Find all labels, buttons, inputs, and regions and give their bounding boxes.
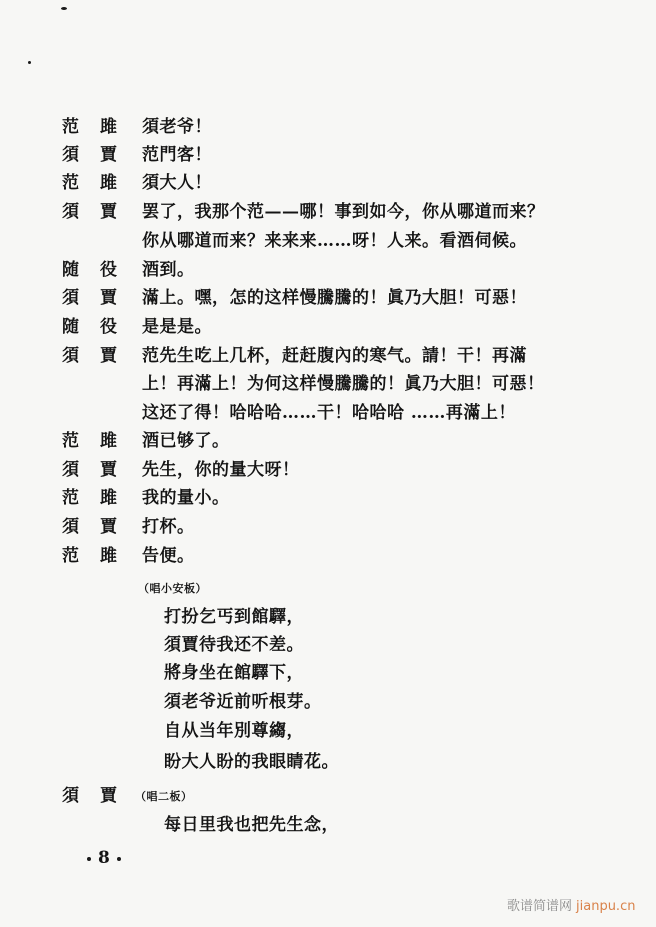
- speaker-char: 雎: [100, 431, 117, 451]
- speaker-char: 范: [62, 117, 79, 137]
- speaker-label: [62, 286, 124, 310]
- speaker-char: 范: [62, 431, 79, 451]
- dot-ornament: [117, 857, 121, 861]
- speaker-char: 役: [100, 317, 117, 337]
- speech-line: 我的量小。: [142, 488, 230, 508]
- speaker-char: 賈: [100, 145, 117, 165]
- speaker-char: 賈: [100, 460, 117, 480]
- speech-line: 滿上。嘿，怎的这样慢騰騰的！眞乃大胆！可惡！: [142, 288, 527, 308]
- speaker-label: [62, 200, 124, 224]
- speaker-label: [62, 258, 124, 282]
- speaker-label: [62, 315, 124, 339]
- speech-line-continued: 上！再滿上！为何这样慢騰騰的！眞乃大胆！可惡！: [142, 374, 545, 394]
- speaker-char: 雎: [100, 488, 117, 508]
- page-number: [80, 846, 128, 870]
- singing-style-annotation: （唱小安板）: [138, 582, 207, 595]
- speaker-char: 役: [100, 260, 117, 280]
- page-number-value: 8: [98, 848, 110, 868]
- speech-line: 打杯。: [142, 517, 195, 537]
- speaker-char: 須: [62, 460, 79, 480]
- speaker-label: [62, 344, 124, 368]
- speaker-label: [62, 171, 124, 195]
- verse-line: 盼大人盼的我眼睛花。: [164, 752, 339, 772]
- speaker-char: 賈: [100, 202, 117, 222]
- speaker-label: [62, 458, 124, 482]
- speech-line: 是是是。: [142, 317, 212, 337]
- speaker-char: 范: [62, 488, 79, 508]
- speaker-char: 賈: [100, 288, 117, 308]
- watermark: [507, 898, 635, 916]
- speaker-label: [62, 115, 124, 139]
- speaker-label: [62, 486, 124, 510]
- speaker-char: 范: [62, 546, 79, 566]
- speaker-char: 賈: [100, 346, 117, 366]
- speaker-char: 賈: [100, 786, 117, 806]
- speaker-char: 雎: [100, 117, 117, 137]
- print-speck: [61, 7, 67, 10]
- dot-ornament: [87, 857, 91, 861]
- speech-line-continued: 这还了得！哈哈哈……干！哈哈哈 ……再滿上！: [142, 403, 516, 423]
- speech-line: 范門客！: [142, 145, 212, 165]
- watermark-url: jianpu.cn: [576, 899, 636, 914]
- verse-line: 自从当年別尊縐，: [164, 721, 304, 741]
- speaker-label: [62, 143, 124, 167]
- speaker-char: 范: [62, 173, 79, 193]
- speech-line: 先生，你的量大呀！: [142, 460, 300, 480]
- singing-style-annotation: （唱二板）: [135, 790, 193, 803]
- speaker-char: 須: [62, 786, 79, 806]
- speaker-char: 雎: [100, 546, 117, 566]
- speech-line: 須大人！: [142, 173, 212, 193]
- speaker-char: 随: [62, 317, 79, 337]
- speech-line: 須老爷！: [142, 117, 212, 137]
- speaker-char: 賈: [100, 517, 117, 537]
- verse-line: 須賈待我还不差。: [164, 635, 304, 655]
- verse-line: 將身坐在館驛下，: [164, 663, 304, 683]
- speaker-label: [62, 784, 124, 808]
- speech-line: 告便。: [142, 546, 195, 566]
- verse-line: 須老爷近前听根芽。: [164, 692, 322, 712]
- speaker-char: 随: [62, 260, 79, 280]
- speaker-char: 雎: [100, 173, 117, 193]
- speaker-char: 須: [62, 288, 79, 308]
- speech-line-continued: 你从哪道而来？来来来……呀！人来。看酒伺候。: [142, 231, 527, 251]
- speaker-char: 須: [62, 202, 79, 222]
- verse-line: 每日里我也把先生念，: [164, 815, 339, 835]
- speaker-char: 須: [62, 517, 79, 537]
- speech-line: 范先生吃上几杯，赶赶腹內的寒气。請！干！再滿: [142, 346, 527, 366]
- speaker-label: [62, 429, 124, 453]
- speech-line: 酒已够了。: [142, 431, 230, 451]
- speaker-label: [62, 515, 124, 539]
- speaker-char: 須: [62, 145, 79, 165]
- verse-line: 打扮乞丐到館驛，: [164, 607, 304, 627]
- watermark-site-name: 歌谱简谱网: [507, 899, 573, 914]
- speaker-label: [62, 544, 124, 568]
- speech-line: 酒到。: [142, 260, 195, 280]
- speaker-char: 須: [62, 346, 79, 366]
- speech-line: 罢了，我那个范——哪！事到如今，你从哪道而来？: [142, 202, 545, 222]
- print-speck: [28, 61, 31, 64]
